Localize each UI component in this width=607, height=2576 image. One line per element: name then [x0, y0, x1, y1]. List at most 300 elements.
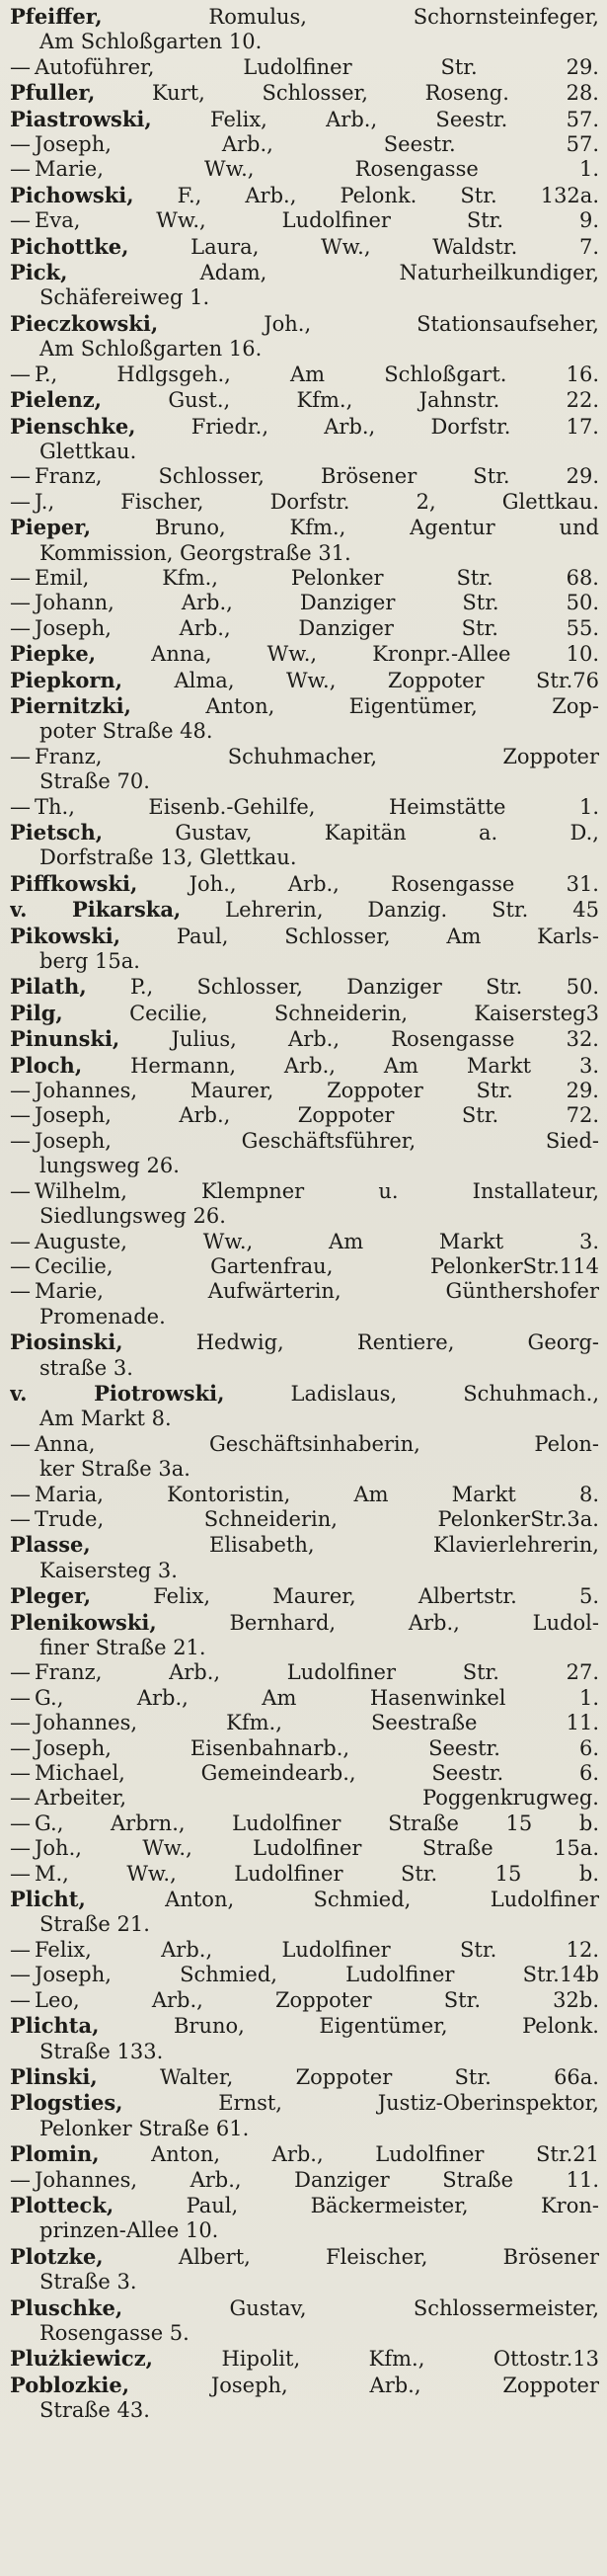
- directory-entry: [10, 591, 599, 615]
- entry-text: Gustav, Schlossermeister,: [229, 2295, 599, 2320]
- directory-entry: [10, 2373, 599, 2424]
- entry-first-line: [10, 668, 599, 693]
- entry-text: berg 15a.: [39, 949, 140, 974]
- directory-entry: [10, 1938, 599, 1963]
- directory-entry: [10, 1483, 599, 1507]
- same-surname-dash: —: [10, 615, 31, 640]
- entry-first-line: [10, 1103, 599, 1128]
- entry-first-line: [10, 566, 599, 591]
- directory-entry: [10, 387, 599, 413]
- same-surname-dash: —: [10, 794, 31, 819]
- entry-first-line: [10, 234, 599, 260]
- same-surname-dash: —: [10, 489, 31, 514]
- entry-text: poter Straße 48.: [39, 719, 213, 744]
- entry-text: Marie, Aufwärterin, Günthershofer: [35, 1279, 599, 1304]
- surname: v. Piotrowski,: [10, 1380, 225, 1406]
- entry-text: Johannes, Arb., Danziger Straße 11.: [35, 2167, 599, 2192]
- surname: Plotzke,: [10, 2243, 104, 2269]
- entry-text: Michael, Gemeindearb., Seestr. 6.: [35, 1761, 599, 1786]
- directory-entry: [10, 616, 599, 641]
- directory-entry: [10, 924, 599, 975]
- directory-entry: [10, 2193, 599, 2244]
- entry-text: Gustav, Kapitän a. D.,: [175, 821, 599, 845]
- directory-entry: [10, 1761, 599, 1786]
- entry-text: Anna, Ww., Kronpr.-Allee 10.: [151, 642, 599, 667]
- entry-text: lungsweg 26.: [39, 1154, 180, 1178]
- entry-first-line: [10, 1887, 599, 1912]
- same-surname-dash: —: [10, 1861, 31, 1886]
- entry-text: Franz, Schuhmacher, Zoppoter: [35, 744, 599, 768]
- entry-text: Walter, Zoppoter Str. 66a.: [160, 2064, 599, 2089]
- entry-first-line: [10, 490, 599, 515]
- same-surname-dash: —: [10, 54, 31, 79]
- entry-continuation-line: [10, 541, 599, 566]
- same-surname-dash: —: [10, 565, 31, 590]
- surname: Pinunski,: [10, 1026, 120, 1052]
- directory-entry: [10, 2244, 599, 2295]
- entry-text: Joseph, Arb., Seestr. 57.: [35, 132, 599, 157]
- entry-text: J., Fischer, Dorfstr. 2, Glettkau.: [35, 489, 599, 514]
- same-surname-dash: —: [10, 1079, 31, 1103]
- entry-continuation-line: [10, 2398, 599, 2423]
- surname: Plichta,: [10, 2013, 100, 2039]
- entry-text: Anna, Geschäftsinhaberin, Pelon-: [35, 1431, 599, 1456]
- same-surname-dash: —: [10, 1963, 31, 1987]
- entry-text: Joseph, Arb., Danziger Str. 55.: [35, 615, 599, 640]
- entry-text: Franz, Arb., Ludolfiner Str. 27.: [35, 1660, 599, 1685]
- entry-text: Bruno, Eigentümer, Pelonk.: [173, 2014, 599, 2039]
- same-surname-dash: —: [10, 157, 31, 182]
- entry-text: Kurt, Schlosser, Roseng. 28.: [151, 81, 599, 106]
- entry-first-line: [10, 871, 599, 897]
- entry-first-line: [10, 1432, 599, 1457]
- entry-first-line: [10, 157, 599, 182]
- entry-text: Schäfereiweg 1.: [39, 285, 210, 310]
- entry-first-line: [10, 1711, 599, 1735]
- entry-first-line: [10, 1836, 599, 1861]
- entry-text: Paul, Bäckermeister, Kron-: [186, 2193, 599, 2217]
- directory-entry: [10, 1736, 599, 1761]
- surname: Pilath,: [10, 974, 87, 1000]
- entry-first-line: [10, 260, 599, 285]
- entry-first-line: [10, 2168, 599, 2193]
- directory-entry: [10, 871, 599, 897]
- entry-text: Felix, Arb., Ludolfiner Str. 12.: [35, 1937, 599, 1962]
- entry-first-line: [10, 1381, 599, 1407]
- same-surname-dash: —: [10, 2167, 31, 2192]
- entry-text: Johannes, Maurer, Zoppoter Str. 29.: [35, 1079, 599, 1103]
- same-surname-dash: —: [10, 1761, 31, 1786]
- surname: Pietsch,: [10, 820, 104, 845]
- directory-entry: [10, 55, 599, 80]
- entry-first-line: [10, 974, 599, 1000]
- entry-first-line: [10, 1811, 599, 1836]
- directory-entry: [10, 1836, 599, 1861]
- entry-text: Bruno, Kfm., Agentur und: [154, 516, 599, 540]
- entry-first-line: [10, 924, 599, 949]
- entry-first-line: [10, 1583, 599, 1609]
- entry-text: Friedr., Arb., Dorfstr. 17.: [190, 414, 599, 439]
- same-surname-dash: —: [10, 1660, 31, 1685]
- entry-first-line: [10, 1736, 599, 1761]
- entry-first-line: [10, 2373, 599, 2398]
- directory-entry: [10, 464, 599, 489]
- directory-entry: [10, 745, 599, 795]
- same-surname-dash: —: [10, 1253, 31, 1278]
- entry-text: Kommission, Georgstraße 31.: [39, 540, 351, 565]
- entry-continuation-line: [10, 949, 599, 974]
- entry-first-line: [10, 1938, 599, 1963]
- directory-entry: [10, 1811, 599, 1836]
- entry-text: Anton, Arb., Ludolfiner Str.21: [151, 2142, 599, 2167]
- directory-entry: [10, 2064, 599, 2090]
- entry-first-line: [10, 55, 599, 80]
- entry-first-line: [10, 2295, 599, 2321]
- entry-first-line: [10, 1532, 599, 1558]
- same-surname-dash: —: [10, 591, 31, 615]
- directory-entry: [10, 974, 599, 1000]
- directory-entry: [10, 1026, 599, 1052]
- entry-text: Joseph, Eisenbahnarb., Seestr. 6.: [35, 1735, 599, 1760]
- directory-entry: [10, 1507, 599, 1532]
- entry-text: finer Straße 21.: [39, 1636, 206, 1659]
- entry-first-line: [10, 1786, 599, 1811]
- directory-entry: [10, 1329, 599, 1381]
- entry-first-line: [10, 362, 599, 387]
- entry-first-line: [10, 1761, 599, 1786]
- surname: Plomin,: [10, 2141, 100, 2167]
- entry-text: Anton, Eigentümer, Zop-: [205, 693, 599, 718]
- entry-first-line: [10, 132, 599, 157]
- entry-continuation-line: [10, 2321, 599, 2346]
- entry-text: Cecilie, Schneiderin, Kaisersteg3: [129, 1001, 599, 1025]
- surname: Plużkiewicz,: [10, 2346, 153, 2372]
- directory-entry: [10, 234, 599, 260]
- entry-continuation-line: [10, 1912, 599, 1937]
- directory-entry: [10, 1963, 599, 1987]
- entry-text: Promenade.: [39, 1304, 166, 1328]
- entry-first-line: [10, 4, 599, 30]
- entry-text: Bernhard, Arb., Ludol-: [229, 1610, 599, 1635]
- entry-first-line: [10, 1483, 599, 1507]
- entry-first-line: [10, 1129, 599, 1154]
- same-surname-dash: —: [10, 1836, 31, 1861]
- entry-text: G., Arbrn., Ludolfiner Straße 15 b.: [35, 1811, 599, 1835]
- entry-text: Kaisersteg 3.: [39, 1558, 178, 1582]
- same-surname-dash: —: [10, 1506, 31, 1531]
- entry-first-line: [10, 1079, 599, 1103]
- entry-continuation-line: [10, 1636, 599, 1660]
- entry-continuation-line: [10, 1356, 599, 1381]
- entry-continuation-line: [10, 2117, 599, 2141]
- directory-entry: [10, 1432, 599, 1483]
- entry-first-line: [10, 1988, 599, 2013]
- entry-text: Ernst, Justiz-Oberinspektor,: [218, 2091, 599, 2116]
- directory-entry: [10, 1532, 599, 1583]
- directory-entry: [10, 1230, 599, 1254]
- directory-entry: [10, 183, 599, 208]
- directory-entry: [10, 1988, 599, 2013]
- entry-text: Felix, Arb., Seestr. 57.: [210, 107, 599, 131]
- directory-entry: [10, 1660, 599, 1685]
- same-surname-dash: —: [10, 132, 31, 157]
- entry-first-line: [10, 2064, 599, 2090]
- entry-first-line: [10, 897, 599, 923]
- entry-first-line: [10, 1862, 599, 1887]
- entry-text: Maria, Kontoristin, Am Markt 8.: [35, 1482, 599, 1506]
- entry-first-line: [10, 1179, 599, 1204]
- entry-text: Glettkau.: [39, 439, 137, 463]
- directory-entry: [10, 2346, 599, 2372]
- entry-first-line: [10, 311, 599, 337]
- surname: Plasse,: [10, 1532, 91, 1558]
- same-surname-dash: —: [10, 1279, 31, 1304]
- surname: Piastrowski,: [10, 106, 152, 131]
- directory-entry: [10, 515, 599, 566]
- directory-entry: [10, 1711, 599, 1735]
- entry-text: Julius, Arb., Rosengasse 32.: [171, 1027, 599, 1052]
- entry-text: Johannes, Kfm., Seestraße 11.: [35, 1711, 599, 1735]
- entry-text: G., Arb., Am Hasenwinkel 1.: [35, 1685, 599, 1710]
- entry-first-line: [10, 1686, 599, 1711]
- directory-entry: [10, 2090, 599, 2141]
- directory-entry: [10, 2141, 599, 2167]
- entry-text: Adam, Naturheilkundiger,: [199, 261, 599, 285]
- same-surname-dash: —: [10, 1178, 31, 1203]
- directory-entry: [10, 668, 599, 693]
- entry-first-line: [10, 745, 599, 769]
- same-surname-dash: —: [10, 1229, 31, 1253]
- entry-text: Autoführer, Ludolfiner Str. 29.: [35, 54, 599, 79]
- entry-text: Am Markt 8.: [39, 1407, 172, 1431]
- entry-text: Alma, Ww., Zoppoter Str.76: [174, 668, 599, 692]
- entry-text: Joseph, Schmied, Ludolfiner Str.14b: [35, 1963, 599, 1987]
- same-surname-dash: —: [10, 1987, 31, 2012]
- directory-entry: [10, 1786, 599, 1811]
- entry-first-line: [10, 1230, 599, 1254]
- entry-text: Hedwig, Rentiere, Georg-: [195, 1330, 599, 1355]
- same-surname-dash: —: [10, 1685, 31, 1710]
- entry-first-line: [10, 1026, 599, 1052]
- entry-continuation-line: [10, 769, 599, 794]
- entry-continuation-line: [10, 1559, 599, 1583]
- surname: Pfuller,: [10, 80, 96, 106]
- directory-entry: [10, 1103, 599, 1128]
- entry-first-line: [10, 591, 599, 615]
- entry-first-line: [10, 1254, 599, 1279]
- entry-text: M., Ww., Ludolfiner Str. 15 b.: [35, 1861, 599, 1886]
- same-surname-dash: —: [10, 1103, 31, 1128]
- entry-text: Joh., Arb., Rosengasse 31.: [189, 871, 599, 896]
- directory-entry: [10, 260, 599, 311]
- entry-continuation-line: [10, 845, 599, 870]
- entry-text: Romulus, Schornsteinfeger,: [208, 5, 599, 29]
- directory-entry: [10, 1686, 599, 1711]
- entry-text: Joh., Ww., Ludolfiner Straße 15a.: [35, 1836, 599, 1861]
- entry-text: Straße 43.: [39, 2398, 150, 2423]
- entry-text: Joh., Stationsaufseher,: [264, 311, 599, 336]
- entry-text: P., Schlosser, Danziger Str. 50.: [129, 975, 599, 1000]
- entry-first-line: [10, 1660, 599, 1685]
- entry-text: Arbeiter, Poggenkrugweg.: [35, 1786, 599, 1811]
- entry-first-line: [10, 464, 599, 489]
- surname: Pluschke,: [10, 2294, 123, 2320]
- surname: Pielenz,: [10, 387, 102, 413]
- entry-text: Straße 70.: [39, 769, 150, 794]
- entry-first-line: [10, 1329, 599, 1355]
- entry-continuation-line: [10, 2218, 599, 2243]
- entry-first-line: [10, 414, 599, 440]
- entry-text: Joseph, Arb., Zoppoter: [210, 2373, 599, 2397]
- entry-first-line: [10, 1001, 599, 1026]
- entry-text: Trude, Schneiderin, PelonkerStr.3a.: [35, 1506, 599, 1531]
- surname: Pieczkowski,: [10, 310, 159, 336]
- entry-text: Anton, Schmied, Ludolfiner: [165, 1888, 599, 1912]
- same-surname-dash: —: [10, 464, 31, 489]
- surname: Pieper,: [10, 515, 92, 540]
- surname: Pfeiffer,: [10, 4, 103, 29]
- entry-first-line: [10, 515, 599, 540]
- entry-text: Wilhelm, Klempner u. Installateur,: [35, 1178, 599, 1203]
- entry-first-line: [10, 693, 599, 719]
- entry-first-line: [10, 616, 599, 641]
- directory-entry: [10, 897, 599, 923]
- same-surname-dash: —: [10, 1128, 31, 1153]
- directory-entry: [10, 2013, 599, 2064]
- entry-text: Eva, Ww., Ludolfiner Str. 9.: [35, 208, 599, 233]
- same-surname-dash: —: [10, 1482, 31, 1506]
- entry-continuation-line: [10, 2040, 599, 2064]
- entry-text: Ladislaus, Schuhmach.,: [290, 1381, 599, 1406]
- directory-entry: [10, 1583, 599, 1609]
- entry-text: Straße 21.: [39, 1912, 150, 1937]
- directory-entry: [10, 1179, 599, 1230]
- entry-text: F., Arb., Pelonk. Str. 132a.: [177, 183, 599, 207]
- entry-first-line: [10, 2244, 599, 2270]
- same-surname-dash: —: [10, 362, 31, 386]
- directory-entry: [10, 1279, 599, 1329]
- same-surname-dash: —: [10, 1735, 31, 1760]
- directory-entry: [10, 132, 599, 157]
- same-surname-dash: —: [10, 744, 31, 768]
- directory-entry: [10, 820, 599, 871]
- entry-first-line: [10, 387, 599, 413]
- entry-text: Emil, Kfm., Pelonker Str. 68.: [35, 565, 599, 590]
- directory-entry: [10, 693, 599, 745]
- entry-text: P., Hdlgsgeh., Am Schloßgart. 16.: [35, 362, 599, 386]
- entry-continuation-line: [10, 337, 599, 362]
- entry-first-line: [10, 1610, 599, 1636]
- entry-text: Felix, Maurer, Albertstr. 5.: [153, 1584, 599, 1609]
- surname: Plenikowski,: [10, 1609, 157, 1635]
- directory-entry: [10, 1862, 599, 1887]
- directory-entry: [10, 566, 599, 591]
- entry-text: Straße 133.: [39, 2039, 164, 2063]
- entry-text: Albert, Fleischer, Brösener: [178, 2244, 599, 2269]
- entry-text: Elisabeth, Klavierlehrerin,: [209, 1533, 599, 1558]
- same-surname-dash: —: [10, 1937, 31, 1962]
- entry-continuation-line: [10, 440, 599, 464]
- surname: Plotteck,: [10, 2192, 114, 2217]
- surname: Pienschke,: [10, 413, 136, 439]
- entry-first-line: [10, 1963, 599, 1987]
- directory-entry: [10, 1381, 599, 1432]
- entry-first-line: [10, 1053, 599, 1079]
- directory-entry: [10, 795, 599, 820]
- entry-text: Joseph, Arb., Zoppoter Str. 72.: [35, 1103, 599, 1128]
- entry-text: Rosengasse 5.: [39, 2320, 190, 2345]
- entry-text: Gust., Kfm., Jahnstr. 22.: [168, 388, 599, 413]
- entry-text: Leo, Arb., Zoppoter Str. 32b.: [35, 1987, 599, 2012]
- same-surname-dash: —: [10, 1786, 31, 1811]
- same-surname-dash: —: [10, 1431, 31, 1456]
- entry-text: ker Straße 3a.: [39, 1457, 190, 1482]
- entry-text: Siedlungsweg 26.: [39, 1204, 226, 1229]
- surname: Pilg,: [10, 1000, 63, 1025]
- directory-entry: [10, 107, 599, 132]
- same-surname-dash: —: [10, 1811, 31, 1835]
- entry-text: Cecilie, Gartenfrau, PelonkerStr.114: [35, 1253, 599, 1278]
- entry-first-line: [10, 641, 599, 667]
- entry-text: Th., Eisenb.-Gehilfe, Heimstätte 1.: [35, 794, 599, 819]
- entry-first-line: [10, 183, 599, 208]
- entry-first-line: [10, 1279, 599, 1304]
- same-surname-dash: —: [10, 1711, 31, 1735]
- surname: Piepkorn,: [10, 667, 123, 692]
- directory-entry: [10, 362, 599, 387]
- entry-text: Laura, Ww., Waldstr. 7.: [190, 234, 599, 259]
- entry-continuation-line: [10, 719, 599, 744]
- entry-text: Hipolit, Kfm., Ottostr.13: [221, 2347, 599, 2372]
- surname: Ploch,: [10, 1052, 83, 1078]
- entry-first-line: [10, 2090, 599, 2116]
- surname: Piffkowski,: [10, 870, 138, 896]
- directory-entry: [10, 2295, 599, 2347]
- directory-entry: [10, 80, 599, 106]
- entry-continuation-line: [10, 1305, 599, 1329]
- entry-continuation-line: [10, 2270, 599, 2294]
- directory-entry: [10, 2168, 599, 2193]
- surname: Piosinski,: [10, 1329, 123, 1355]
- entry-text: Marie, Ww., Rosengasse 1.: [35, 157, 599, 182]
- entry-first-line: [10, 107, 599, 132]
- surname: Plinski,: [10, 2063, 98, 2089]
- surname: Pikowski,: [10, 923, 121, 948]
- entry-continuation-line: [10, 285, 599, 310]
- entry-text: straße 3.: [39, 1355, 133, 1380]
- surname: Pleger,: [10, 1583, 92, 1609]
- entry-text: prinzen-Allee 10.: [39, 2218, 219, 2243]
- entry-text: Lehrerin, Danzig. Str. 45: [225, 898, 599, 923]
- directory-entry: [10, 1079, 599, 1103]
- entry-text: Am Schloßgarten 10.: [39, 30, 263, 54]
- directory-entry: [10, 1610, 599, 1661]
- entry-text: Dorfstraße 13, Glettkau.: [39, 845, 297, 870]
- surname: Plicht,: [10, 1887, 86, 1912]
- entry-text: Hermann, Arb., Am Markt 3.: [130, 1053, 599, 1078]
- directory-entry: [10, 1053, 599, 1079]
- same-surname-dash: —: [10, 208, 31, 233]
- entry-text: Paul, Schlosser, Am Karls-: [176, 924, 599, 948]
- surname: Pick,: [10, 260, 68, 285]
- entry-continuation-line: [10, 1407, 599, 1431]
- entry-continuation-line: [10, 1457, 599, 1482]
- directory-entry: [10, 641, 599, 667]
- directory-entry: [10, 208, 599, 233]
- surname: Pichottke,: [10, 233, 129, 259]
- entry-first-line: [10, 2346, 599, 2372]
- surname: Plogsties,: [10, 2090, 123, 2116]
